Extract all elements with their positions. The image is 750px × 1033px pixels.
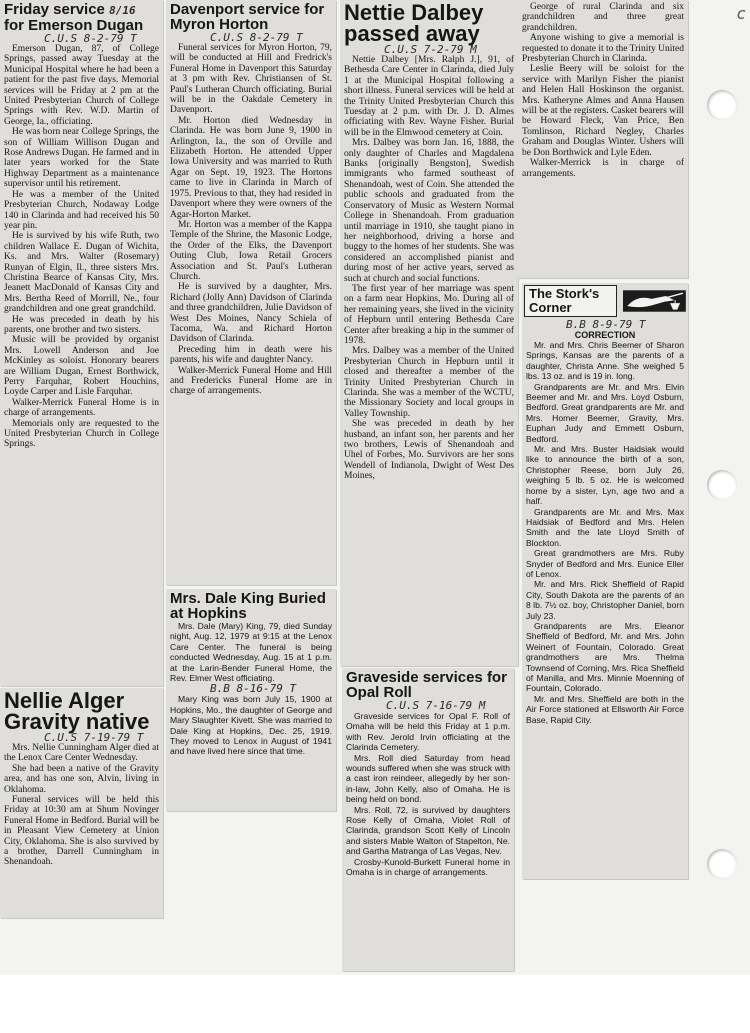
paragraph: Mr. and Mrs. Buster Haidsiak would like to announce the birth of a son, Christopher Reese, born July 26, weighing 5 lb. 5 oz. He is welcomed home by a sister, Lyn, age two and a half.	[526, 444, 684, 507]
clipping-dale-king	[166, 589, 336, 811]
handwritten-note: C.U.S 7-16-79 M	[386, 699, 486, 712]
paragraph: Great grandmothers are Mrs. Ruby Snyder of Bedford and Mrs. Eunice Eller of Lenox.	[526, 548, 684, 579]
handwritten-note: C.U.S 7-2-79 M	[384, 43, 477, 56]
paragraph: Anyone wishing to give a memorial is requested to donate it to the Trinity United Presbyterian Church in Clarinda.	[522, 33, 684, 65]
paragraph: Memorials only are requested to the United Presbyterian Church in College Springs.	[4, 418, 159, 450]
binder-hole-middle	[707, 470, 737, 500]
paragraph: Mr. and Mrs. Chris Beemer of Sharon Springs, Kansas are the parents of a daughter, Christa Anne. She weighed 5 lbs. 13 oz. and is 19 in. long.	[526, 340, 684, 382]
paragraph: Mr. and Mrs. Sheffield are both in the Air Force stationed at Ellsworth Air Force Base, Rapid City.	[526, 693, 684, 725]
paragraph: Nettie Dalbey [Mrs. Ralph J.], 91, of Bethesda Care Center in Clarinda, died July 1 at the Municipal Hospital following a short illness. Funeral services will be held at the Trinity United Presbyterian Church this Tuesday at 2 p.m. with Dr. J. D. Almes officiating with Rev. Wayne Fisher. Burial will be in the Elmwood cemetery at Coin.	[344, 55, 514, 138]
paragraph: He was preceded in death by his parents, one brother and two sisters.	[4, 314, 159, 335]
clipping-myron-horton	[166, 0, 336, 585]
headline-dale-king: Mrs. Dale King Buried at Hopkins	[170, 590, 326, 622]
handwritten-note: B.B 8-16-79 T	[210, 682, 297, 696]
paragraph: He was born near College Springs, the son of William Willison Dugan and Rose Andrews Dugan. He farmed and in later years worked for the State Highway Department as a maintenance supervisor until his retirement.	[4, 127, 159, 190]
paragraph: Mr. Horton was a member of the Kappa Temple of the Shrine, the Masonic Lodge, the Order of the Elks, the Davenport Outing Club, Iowa Retail Grocers Association and St. Paul's Lutheran Church.	[170, 219, 332, 282]
paragraph: He was a member of the United Presbyterian Church, Nodaway Lodge 140 in Clarinda and had received his 50 year pin.	[4, 189, 159, 231]
paragraph: Funeral services will be held this Friday at 10:30 am at Shum Novinger Funeral Home in Bedford. Burial will be in Pleasant View Cemetery at Union City, Oklahoma. She is also survived by a brother, Darrell Cunningham in Shenandoah.	[4, 795, 159, 868]
paragraph: Mr. and Mrs. Rick Sheffield of Rapid City, South Dakota are the parents of an 8 lb. 7½ oz. boy, Christopher Daniel, born July 23.	[526, 579, 684, 621]
paragraph: Walker-Merrick Funeral Home is in charge of arrangements.	[4, 397, 159, 419]
paragraph: Crosby-Kunold-Burkett Funeral home in Omaha is in charge of arrangements.	[346, 856, 510, 878]
paragraph: Mary King was born July 15, 1900 at Hopkins, Mo., the daughter of George and Mary Slaughter Kivett. She was married to Dale King at Hopkins, Dec. 25, 1919. They moved to Lenox in August of 1941 and have lived here since that time.	[170, 694, 332, 757]
paragraph: Grandparents are Mr. and Mrs. Max Haidsiak of Bedford and Mrs. Helen Smith and the late Lloyd Smith of Blockton.	[526, 506, 684, 548]
paragraph: Mrs. Dalbey was born Jan. 16, 1888, the only daughter of Charles and Magdalena Banks [originally Bengston], Swedish immigrants who farmed southeast of Shenandoah, west of Coin. She attended the public schools and graduated from the Conservatory of Music as Western Normal College in Shenandoah. From graduation until marriage in 1910, she taught piano in her neighborhood, driving a horse and buggy to the homes of her students. She was considered an accomplished pianist and during most of her active years, served as such at church and social functions.	[344, 138, 514, 284]
storks-corner-header	[522, 283, 688, 317]
paragraph: Funeral services for Myron Horton, 79, will be conducted at Hill and Fredrick's Funeral Home in Davenport this Saturday at 3 pm with Rev. Christiansen of St. Paul's Lutheran Church officiating. Burial will be in the Oakdale Cemetery in Davenport.	[170, 43, 332, 116]
headline-friday-service	[4, 2, 159, 18]
paragraph: Mr. Horton died Wednesday in Clarinda. He was born June 9, 1900 in Arlington, Ia., the son of Orville and Elizabeth Horton. He attended Upper Iowa University and was married to Ruth Agar on Sept. 19, 1923. The Hortons came to live in Clarinda in March of 1975. Previous to that, they had resided in Davenport where they were owners of the Agar-Horton Market.	[170, 115, 332, 220]
paragraph: Grandparents are Mrs. Eleanor Sheffield of Bedford, Mr. and Mrs. John Weinert of Fountain, Colorado. Great grandmothers are Mrs. Thelma Townsend of Corning, Mrs. Rica Sheffield of Manilla, and Mrs. Minnie Moenning of Fountain, Colorado.	[526, 620, 684, 694]
handwritten-date: 8/16	[109, 4, 136, 17]
clipping-opal-roll	[342, 668, 514, 971]
paragraph: George of rural Clarinda and six grandchildren and three great grandchildren.	[522, 2, 684, 33]
paragraph: He is survived by a daughter, Mrs. Richard (Jolly Ann) Davidson of Clarinda and three grandchildren, Julie Davidson of West Des Moines, Nancy Schiela of Tacoma, Wa. and Richard Horton Davidson of Clarinda.	[170, 282, 332, 345]
handwritten-note: C.U.S 7-19-79 T	[44, 731, 144, 744]
handwritten-note: C.U.S 8-2-79 T	[210, 31, 303, 44]
paragraph: The first year of her marriage was spent on a farm near Hopkins, Mo. During all of her remaining years, she lived in the vicinity of Hepburn until entering Bethesda Care Center after breaking a hip in the summer of 1978.	[344, 283, 514, 346]
paragraph: She was preceded in death by her husband, an infant son, her parents and her two brothers, Lewis of Shenandoah and Uhel of Forbes, Mo. Survivors are her sons Wendell of Indianola, Dwight of West Des Moines,	[344, 419, 514, 482]
paragraph: He is survived by his wife Ruth, two children Wallace E. Dugan of Wichita, Ks. and Mrs. Walter (Rosemary) Runyan of Elgin, Il., three sisters Mrs. Christina Bearce of Kansas City, Mrs. Jeanett MacDonald of Kansas City and Mrs. Bertha Reed of Morrill, Ne., four grandchildren and one great grandchild.	[4, 231, 159, 315]
paragraph: Mrs. Roll, 72, is survived by daughters Rose Kelly of Omaha, Violet Roll of Clarinda, grandson Scott Kelly of Lincoln and sisters Mable Walton of Stapelton, Ne. and Gartha Matranga of Las Vegas, Nev.	[346, 804, 510, 857]
storks-corner-title: The Stork's Corner	[524, 285, 617, 317]
handwritten-note: B.B 8-9-79 T	[566, 318, 646, 331]
paragraph: Mrs. Roll died Saturday from head wounds suffered when she was struck with a cast iron reindeer, allegedly by her son-in-law, John Kelly, also of Omaha. He is being held on bond.	[346, 752, 510, 805]
headline-nellie-alger: Nellie Alger Gravity native	[4, 688, 150, 734]
clipping-emerson-dugan	[0, 0, 163, 686]
paragraph: Mrs. Nellie Cunningham Alger died at the Lenox Care Center Wednesday.	[4, 743, 159, 764]
headline-nettie-dalbey: Nettie Dalbey passed away	[344, 0, 484, 46]
headline-opal-roll: Graveside services for Opal Roll	[346, 669, 507, 701]
paragraph: Mrs. Dalbey was a member of the United Presbyterian Church in Hepburn until it closed and thereafter a member of the Trinity United Presbyterian Church in Clarinda. She was a member of the WCTU, the Missionary Society and local groups in Valley Township.	[344, 346, 514, 419]
paragraph: Music will be provided by organist Mrs. Lowell Anderson and Joe McKinley as soloist. Honorary bearers are William Dugan, Ernest Borthwick, Perry Farquhar, Robert Houchins, Loyde Carper and Lisle Farquhar.	[4, 335, 159, 398]
clipping-storks-corner	[522, 283, 688, 879]
headline-for-emerson-dugan: for Emerson Dugan	[4, 17, 144, 34]
paragraph: Walker-Merrick is in charge of arrangements.	[522, 158, 684, 179]
stork-icon	[623, 286, 686, 316]
headline-text: Friday service	[4, 1, 105, 18]
paragraph: Graveside services for Opal F. Roll of Omaha will be held this Friday at 1 p.m. with Rev. Jerold Irvin officiating at the Clarinda Cemetery.	[346, 711, 510, 753]
paragraph: Grandparents are Mr. and Mrs. Elvin Beemer and Mr. and Mrs. Loyd Osburn, Bedford. Great grandparents are Mr. and Mrs. Homer Beemer, Gravity, Mrs. Euphan Judy and Emmett Osburn, Bedford.	[526, 381, 684, 444]
clipping-nettie-dalbey	[340, 0, 518, 666]
binder-hole-bottom	[707, 849, 737, 879]
paragraph: Leslie Beery will be soloist for the service with Marilyn Fisher the pianist and Helen Hall Hoskinson the organist. Mrs. Katheryne Almes and Anna Hausen will be at the registers. Casket bearers will be Howard Fleck, Van Price, Ben Tomlinson, Richard Negley, Charles Graham and Douglas Winter. Ushers will be Don Borthwick and Lyle Eden.	[522, 64, 684, 158]
corner-handwritten-mark: c	[736, 4, 746, 23]
paragraph: Emerson Dugan, 87, of College Springs, passed away Tuesday at the Municipal Hospital where he had been a patient for the past five days. Memorial services will be Friday at 2 pm at the United Presbyterian Church of College Springs with Rev. W.D. Martin of George, Ia., officiating.	[4, 44, 159, 127]
headline-davenport-service: Davenport service for Myron Horton	[170, 1, 325, 33]
clipping-nettie-dalbey-continued	[518, 0, 688, 278]
handwritten-note: C.U.S 8-2-79 T	[44, 32, 137, 45]
clipping-nellie-alger	[0, 688, 163, 918]
correction-label: CORRECTION	[574, 330, 636, 340]
paragraph: Mrs. Dale (Mary) King, 79, died Sunday night, Aug. 12, 1979 at 9:15 at the Lenox Care Center. The funeral is being conducted Wednesday, Aug. 15 at 1 p.m. at the Larin-Bender Funeral Home, the Rev. Elmer West officiating.	[170, 621, 332, 684]
paragraph: She had been a native of the Gravity area, and has one son, Alvin, living in Oklahoma.	[4, 763, 159, 795]
binder-hole-top	[707, 90, 737, 120]
paragraph: Preceding him in death were his parents, his wife and daughter Nancy.	[170, 344, 332, 366]
paragraph: Walker-Merrick Funeral Home and Hill and Fredericks Funeral Home are in charge of arrangements.	[170, 365, 332, 397]
